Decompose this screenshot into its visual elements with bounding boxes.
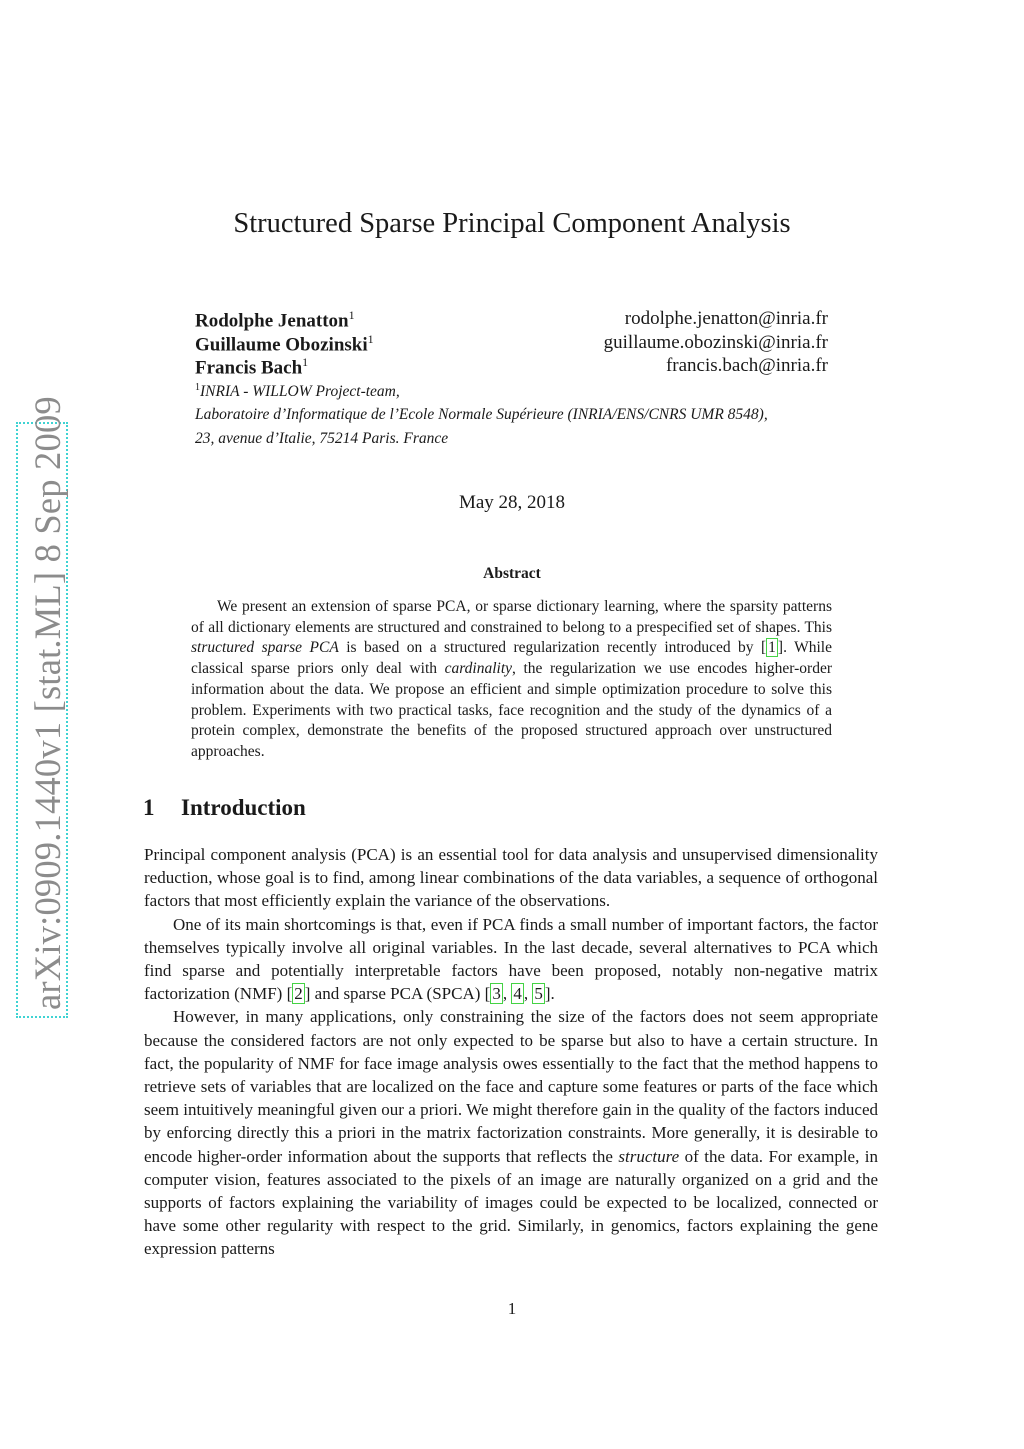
paragraph: However, in many applications, only constraining the size of the factors does not seem appropriate because the considered factors are not only expected to be sparse but also to have a certain structure. In fact, the popularity of NMF for face image analysis owes essentially to the fact that the method happens to retrieve sets of variables that are localized on the face and capture some features or parts of the face which seem intuitively meaningful given our a priori. We might therefore gain in the quality of the factors induced by enforcing directly this a priori in the matrix factorization constraints. More generally, it is desirable to encode higher-order information about the supports that reflects the structure of the data. For example, in computer vision, features associated to the pixels of an image are naturally organized on a grid and the supports of factors explaining the variability of images could be expected to be localized, connected or have some other regularity with respect to the grid. Similarly, in genomics, factors explaining the gene expression patterns (144, 1007, 878, 1259)
citation-link[interactable]: 4 (513, 984, 522, 1004)
author-affiliation-mark: 1 (348, 308, 355, 322)
section-heading (143, 795, 306, 821)
affiliation-mark: 1 (195, 382, 200, 393)
abstract-body: We present an extension of sparse PCA, or sparse dictionary learning, where the sparsity patterns of all dictionary elements are structured and constrained to belong to a prespecified set of shapes. This structured sparse PCA is based on a structured regularization recently introduced by [ 1 ]. While classical sparse priors only deal with cardinality, the regularization we use encodes higher-order information about the data. We propose an efficient and simple optimization procedure to solve this problem. Experiments with two practical tasks, face recognition and the study of the dynamics of a protein complex, demonstrate the benefits of the proposed structured approach over unstructured approaches. (191, 598, 832, 760)
author-email[interactable]: rodolphe.jenatton@inria.fr (624, 308, 828, 329)
citation-link[interactable]: 5 (534, 984, 543, 1004)
section-number: 1 (143, 795, 155, 820)
author-email[interactable]: francis.bach@inria.fr (665, 355, 828, 376)
section-title: Introduction (181, 795, 306, 820)
author-row (195, 332, 828, 356)
citation-link[interactable]: 3 (492, 984, 501, 1004)
paragraph: Principal component analysis (PCA) is an essential tool for data analysis and unsupervised dimensionality reduction, whose goal is to find, among linear combinations of the data variables, a sequence of orthogonal factors that most efficiently explain the variance of the observations. (144, 845, 878, 911)
affiliation-line: 23, avenue d’Italie, 75214 Paris. France (195, 430, 449, 447)
author-name: Francis Bach$^1$ (195, 355, 309, 379)
author-name: Rodolphe Jenatton$^1$ (195, 308, 355, 332)
abstract-heading: Abstract (483, 565, 541, 582)
citation-link[interactable]: 1 (768, 639, 776, 657)
introduction-body (144, 843, 878, 1261)
paper-title: Structured Sparse Principal Component Analysis (233, 208, 791, 239)
paper-date: May 28, 2018 (458, 492, 566, 513)
citation-link[interactable]: 2 (294, 984, 303, 1004)
affiliation-line: Laboratoire d’Informatique de l’Ecole Normale Supérieure (INRIA/ENS/CNRS UMR 8548), (195, 406, 768, 423)
author-row (195, 355, 828, 379)
author-row (195, 308, 828, 332)
author-email[interactable]: guillaume.obozinski@inria.fr (603, 332, 828, 353)
paragraph: One of its main shortcomings is that, even if PCA finds a small number of important factors, the factor themselves typically involve all original variables. In the last decade, several alternatives to PCA which find sparse and potentially interpretable factors have been proposed, notably non-negative matrix factorization (NMF) [ 2 ] and sparse PCA (SPCA) [ 3 , 4 , 5 ]. (144, 914, 878, 1004)
author-name: Guillaume Obozinski$^1$ (195, 332, 374, 356)
page-number: 1 (507, 1299, 517, 1318)
affiliation-line: $^1$INRIA - WILLOW Project-team, (195, 382, 400, 401)
author-affiliation-mark: 1 (367, 332, 374, 346)
arxiv-identifier[interactable]: arXiv:0909.1440v1 [stat.ML] 8 Sep 2009 (27, 396, 68, 1010)
author-affiliation-mark: 1 (302, 355, 309, 369)
